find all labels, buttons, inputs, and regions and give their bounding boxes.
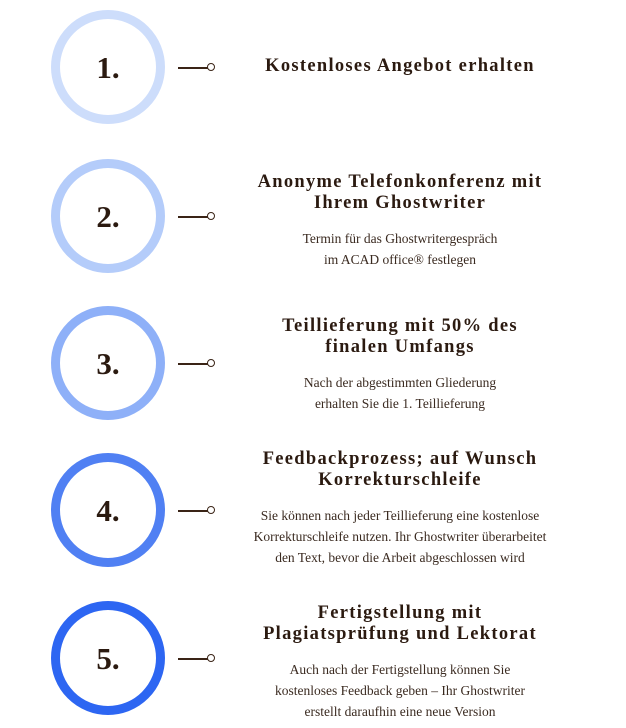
step-3-desc-line-2: erhalten Sie die 1. Teillieferung [314, 396, 486, 411]
step-4-connector [178, 510, 208, 512]
step-3 [0, 296, 626, 426]
step-2-title-line-2: Ihrem Ghostwriter [313, 193, 487, 213]
step-5-desc-line-1: Auch nach der Fertigstellung können Sie [289, 662, 511, 677]
step-4-desc-line-2: Korrekturschleife nutzen. Ihr Ghostwriter überarbeitet [253, 529, 547, 544]
step-4-text [226, 449, 574, 568]
step-1-ring [51, 10, 165, 124]
step-3-connector-dot [207, 359, 215, 367]
step-5-desc-line-2: kostenloses Feedback geben – Ihr Ghostwriter [274, 683, 526, 698]
step-3-title-line-1: Teillieferung mit 50% des [282, 316, 518, 336]
step-2 [0, 149, 626, 279]
step-3-ring [51, 306, 165, 420]
step-3-desc-line-1: Nach der abgestimmten Gliederung [303, 375, 497, 390]
step-2-desc-line-1: Termin für das Ghostwritergespräch [302, 231, 498, 246]
step-4-ring [51, 453, 165, 567]
step-2-text [226, 172, 574, 270]
step-5-number: 5. [96, 640, 120, 676]
step-4-desc-line-1: Sie können nach jeder Teillieferung eine kostenlose [260, 508, 540, 523]
step-1-text [226, 56, 574, 77]
step-3-text [226, 316, 574, 414]
step-2-desc-line-2: im ACAD office® festlegen [323, 252, 477, 267]
step-5-connector [178, 658, 208, 660]
step-2-number: 2. [96, 198, 120, 234]
step-2-ring [51, 159, 165, 273]
step-3-connector [178, 363, 208, 365]
step-4-desc-line-3: den Text, bevor die Arbeit abgeschlossen wird [275, 550, 525, 565]
step-5-desc-line-3: erstellt daraufhin eine neue Version [304, 704, 496, 719]
step-4-title-line-2: Korrekturschleife [318, 470, 482, 490]
step-4-number: 4. [96, 492, 120, 528]
step-5 [0, 591, 626, 721]
step-5-ring [51, 601, 165, 715]
step-5-title-line-2: Plagiatsprüfung und Lektorat [263, 624, 537, 644]
step-5-title-line-1: Fertigstellung mit [317, 603, 483, 623]
step-1-connector [178, 67, 208, 69]
step-4-connector-dot [207, 506, 215, 514]
step-4 [0, 443, 626, 573]
step-2-connector-dot [207, 212, 215, 220]
step-5-text [226, 603, 574, 722]
step-3-title-line-2: finalen Umfangs [325, 337, 475, 357]
step-4-title-line-1: Feedbackprozess; auf Wunsch [262, 449, 538, 469]
step-5-connector-dot [207, 654, 215, 662]
step-2-connector [178, 216, 208, 218]
step-1-number: 1. [96, 49, 120, 85]
step-1 [0, 0, 626, 130]
step-2-title-line-1: Anonyme Telefonkonferenz mit [257, 172, 543, 192]
step-3-number: 3. [96, 345, 120, 381]
step-1-connector-dot [207, 63, 215, 71]
step-1-title: Kostenloses Angebot erhalten [265, 56, 535, 76]
